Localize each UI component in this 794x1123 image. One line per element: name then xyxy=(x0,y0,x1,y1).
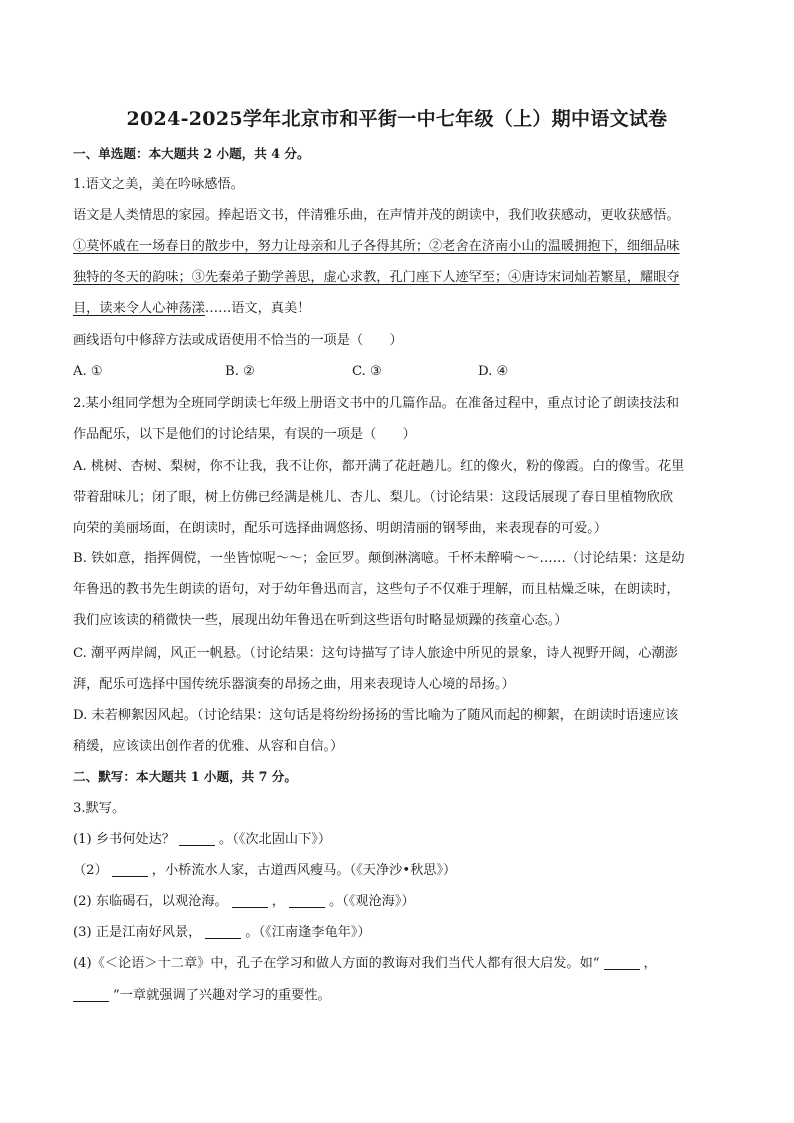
question-2-stem-line-2: 作品配乐，以下是他们的讨论结果，有误的一项是（ ） xyxy=(73,427,416,442)
section-heading-dictation: 二、默写：本大题共 1 小题，共 7 分。 xyxy=(73,769,297,784)
question-2-option-c-line-1: C. 潮平两岸阔，风正一帆悬。（讨论结果：这句诗描写了诗人旅途中所见的景象，诗人视野开阔，心潮澎 xyxy=(73,646,678,661)
passage-tail: ……语文，真美！ xyxy=(204,301,311,316)
answer-blank[interactable] xyxy=(112,863,148,877)
question-2-option-b-line-1: B. 铁如意，指挥倜傥，一坐皆惊呢～～；金叵罗。颠倒淋漓噫。千杯未醉嗬～～……（讨论结果：这是幼 xyxy=(73,551,685,566)
item-text: 。（《次北固山下》） xyxy=(219,832,332,847)
option-c[interactable]: C. ③ xyxy=(352,364,382,379)
item-text: ，小桥流水人家，古道西风瘦马。（《天净沙•秋思》） xyxy=(151,863,457,878)
question-2-option-b-line-3: 我们应该读的稍微快一些，展现出幼年鲁迅在听到这些语句时略显烦躁的孩童心态。） xyxy=(73,613,568,628)
question-1-underlined-line-3 xyxy=(73,300,733,318)
dictation-item-5 xyxy=(73,955,733,973)
dictation-item-3 xyxy=(73,893,733,911)
dictation-item-4 xyxy=(73,924,733,942)
answer-blank[interactable] xyxy=(604,956,640,970)
underlined-text: ①莫怀戚在一场春日的散步中，努力让母亲和儿子各得其所；②老舍在济南小山的温暖拥抱下，细细品味 xyxy=(73,239,680,254)
option-a[interactable]: A. ① xyxy=(73,364,103,379)
dictation-item-1 xyxy=(73,831,733,849)
underlined-text: 目，读来令人心神荡漾 xyxy=(73,301,205,316)
question-1-options xyxy=(73,364,733,382)
question-3-stem: 3.默写。 xyxy=(73,801,126,816)
item-text: (4)《＜论语＞十二章》中，孔子在学习和做人方面的教诲对我们当代人都有很大启发。如“ xyxy=(73,956,600,971)
answer-blank[interactable] xyxy=(232,894,268,908)
item-text: ”一章就强调了兴趣对学习的重要性。 xyxy=(113,988,331,1003)
question-2-option-b-line-2: 年鲁迅的教书先生朗读的语句，对于幼年鲁迅而言，这些句子不仅难于理解，而且枯燥乏味，在朗读时， xyxy=(73,582,680,597)
question-1-underlined-line-2 xyxy=(73,269,733,287)
question-2-option-a-line-1: A. 桃树、杏树、梨树，你不让我，我不让你，都开满了花赶趟儿。红的像火，粉的像霞。白的像雪。花里 xyxy=(73,459,685,474)
item-text: （2） xyxy=(73,863,108,878)
question-2-option-a-line-2: 带着甜味儿；闭了眼，树上仿佛已经满是桃儿、杏儿、梨儿。（讨论结果：这段话展现了春日里植物欣欣 xyxy=(73,490,674,505)
question-2-stem-line-1: 2.某小组同学想为全班同学朗读七年级上册语文书中的几篇作品。在准备过程中，重点讨论了朗读技法和 xyxy=(73,396,680,411)
answer-blank[interactable] xyxy=(179,832,215,846)
option-b[interactable]: B. ② xyxy=(225,364,255,379)
dictation-item-2 xyxy=(73,862,733,880)
item-text: 。（《江南逢李龟年》） xyxy=(245,925,371,940)
underlined-text: 独特的冬天的韵味；③先秦弟子勤学善思，虚心求教，孔门座下人迹罕至；④唐诗宋词灿若繁星，耀眼夺 xyxy=(73,270,680,285)
question-1-underlined-line-1 xyxy=(73,238,733,256)
option-d[interactable]: D. ④ xyxy=(478,364,509,379)
question-2-option-c-line-2: 湃，配乐可选择中国传统乐器演奏的昂扬之曲，用来表现诗人心境的昂扬。） xyxy=(73,677,515,692)
question-1-prompt: 画线语句中修辞方法或成语使用不恰当的一项是（ ） xyxy=(73,333,403,348)
exam-title: 2024-2025学年北京市和平街一中七年级（上）期中语文试卷 xyxy=(126,108,668,130)
question-2-option-a-line-3: 向荣的美丽场面，在朗读时，配乐可选择曲调悠扬、明朗清丽的钢琴曲，来表现春的可爱。） xyxy=(73,521,608,536)
item-text: (1) 乡书何处达？ xyxy=(73,832,175,847)
question-1-passage: 语文是人类情思的家园。捧起语文书，伴清雅乐曲，在声情并茂的朗读中，我们收获感动，更收获感悟。 xyxy=(73,208,680,223)
answer-blank[interactable] xyxy=(205,925,241,939)
question-1-stem: 1.语文之美，美在吟咏感悟。 xyxy=(73,177,244,192)
item-text: ， xyxy=(271,894,285,909)
question-2-option-d-line-1: D. 未若柳絮因风起。（讨论结果：这句话是将纷纷扬扬的雪比喻为了随风而起的柳絮，在朗读时语速应该 xyxy=(73,708,679,723)
question-2-option-d-line-2: 稍缓，应该读出创作者的优雅、从容和自信。） xyxy=(73,739,344,754)
answer-blank[interactable] xyxy=(289,894,325,908)
item-text: (2) 东临碣石，以观沧海。 xyxy=(73,894,228,909)
item-text: 。（《观沧海》） xyxy=(328,894,415,909)
item-text: ， xyxy=(643,956,657,971)
answer-blank[interactable] xyxy=(73,988,109,1002)
dictation-item-5-continued xyxy=(73,987,733,1005)
section-heading-single-choice: 一、单选题：本大题共 2 小题，共 4 分。 xyxy=(73,146,310,161)
item-text: (3) 正是江南好风景， xyxy=(73,925,202,940)
